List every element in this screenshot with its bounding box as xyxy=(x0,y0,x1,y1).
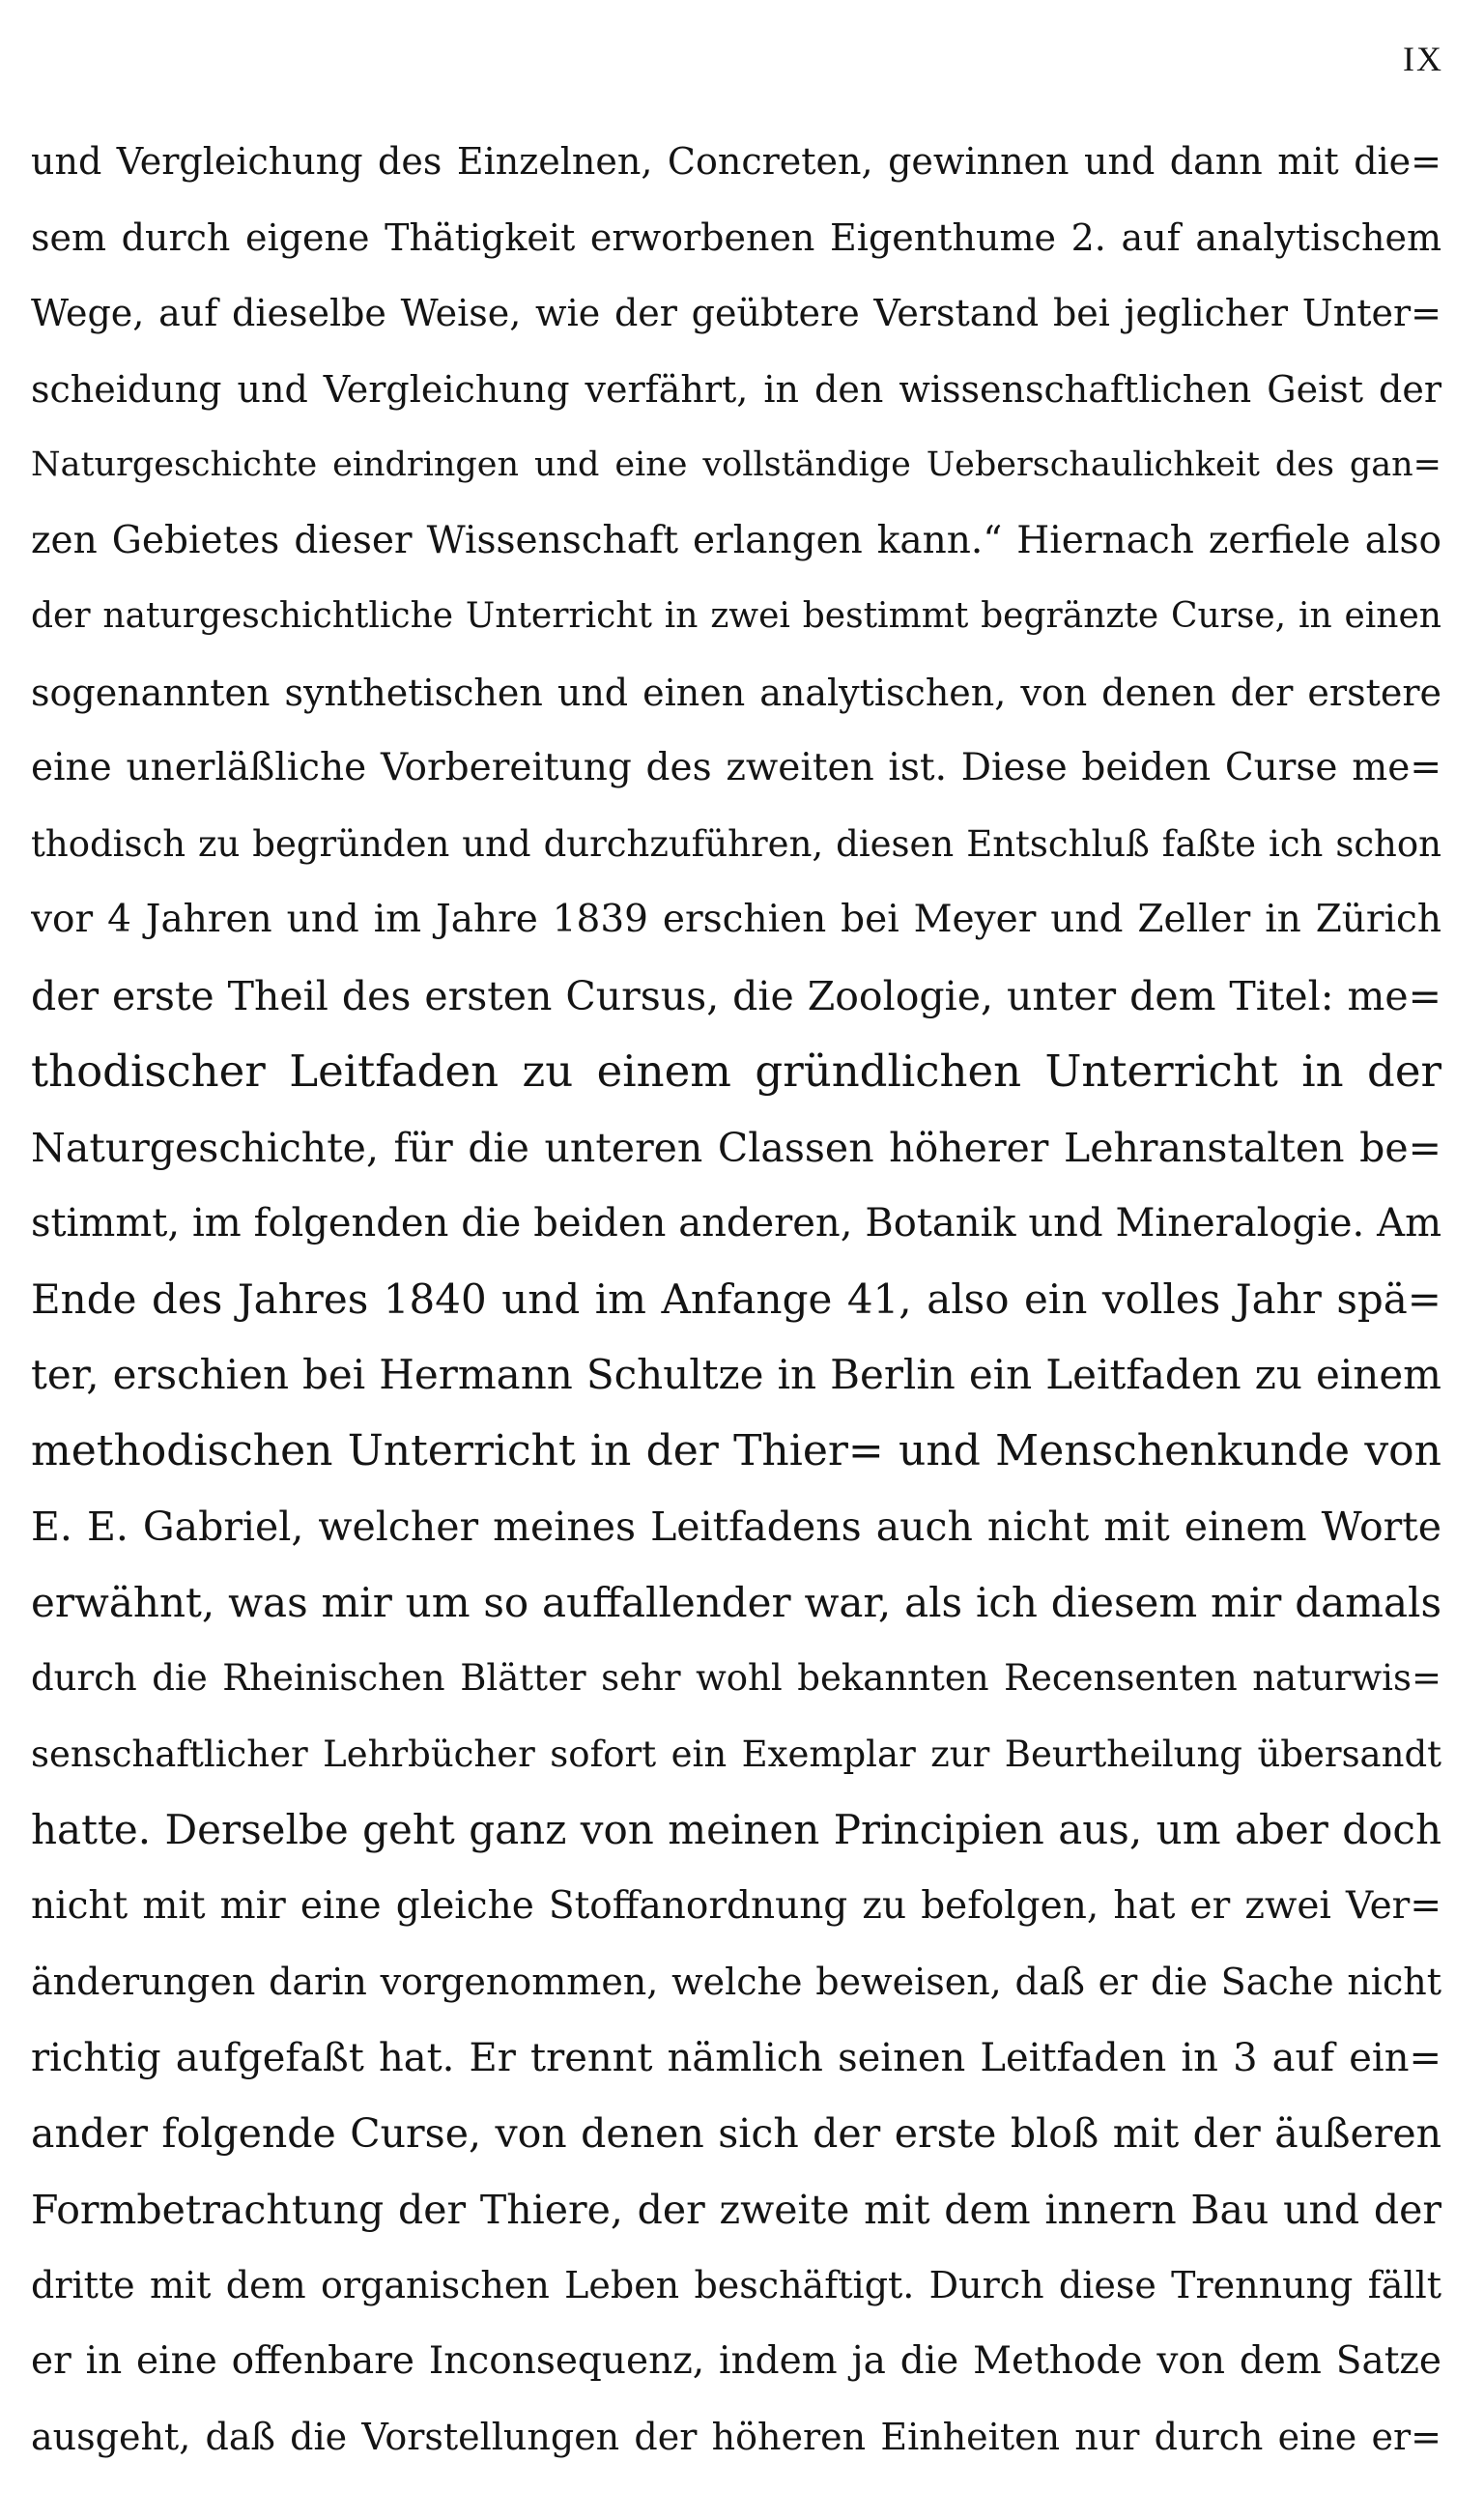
text-line: ausgeht, daß die Vorstellungen der höheren Einheiten nur durch eine er= xyxy=(31,2416,1441,2458)
text-line: durch die Rheinischen Blätter sehr wohl bekannten Recensenten naturwis= xyxy=(31,1657,1441,1699)
text-line: Formbetrachtung der Thiere, der zweite mit dem innern Bau und der xyxy=(31,2186,1441,2233)
text-line: er in eine offenbare Inconsequenz, indem ja die Methode von dem Satze xyxy=(31,2338,1441,2383)
text-line: scheidung und Vergleichung verfährt, in den wissenschaftlichen Geist der xyxy=(31,367,1441,411)
body-text xyxy=(31,124,1441,2476)
text-line: zen Gebietes dieser Wissenschaft erlangen kann.“ Hiernach zerfiele also xyxy=(31,518,1441,562)
text-line: sogenannten synthetischen und einen analytischen, von denen der erstere xyxy=(31,671,1441,714)
text-line: E. E. Gabriel, welcher meines Leitfadens auch nicht mit einem Worte xyxy=(31,1503,1441,1550)
text-line: dritte mit dem organischen Leben beschäftigt. Durch diese Trennung fällt xyxy=(31,2264,1441,2306)
text-line: änderungen darin vorgenommen, welche beweisen, daß er die Sache nicht xyxy=(31,1961,1441,2003)
text-line: der erste Theil des ersten Cursus, die Zoologie, unter dem Titel: me= xyxy=(31,972,1441,1019)
text-line: eine unerläßliche Vorbereitung des zweiten ist. Diese beiden Curse me= xyxy=(31,746,1441,789)
text-line: erwähnt, was mir um so auffallender war, als ich diesem mir damals xyxy=(31,1578,1441,1626)
text-line: Naturgeschichte eindringen und eine vollständige Ueberschaulichkeit des gan= xyxy=(31,445,1441,484)
text-line: Naturgeschichte, für die unteren Classen höherer Lehranstalten be= xyxy=(31,1124,1441,1171)
text-line: richtig aufgefaßt hat. Er trennt nämlich seinen Leitfaden in 3 auf ein= xyxy=(31,2035,1441,2080)
text-line: vor 4 Jahren und im Jahre 1839 erschien bei Meyer und Zeller in Zürich xyxy=(31,898,1441,941)
text-line: senschaftlicher Lehrbücher sofort ein Exemplar zur Beurtheilung übersandt xyxy=(31,1732,1441,1775)
text-line: ander folgende Curse, von denen sich der erste bloß mit der äußeren xyxy=(31,2110,1441,2157)
text-line: ter, erschien bei Hermann Schultze in Berlin ein Leitfaden zu einem xyxy=(31,1351,1441,1398)
text-line: hatte. Derselbe geht ganz von meinen Principien aus, um aber doch xyxy=(31,1806,1441,1853)
page-number: IX xyxy=(1403,40,1443,78)
text-line: nicht mit mir eine gleiche Stoffanordnung zu befolgen, hat er zwei Ver= xyxy=(31,1883,1441,1928)
text-line: Ende des Jahres 1840 und im Anfange 41, also ein volles Jahr spä= xyxy=(31,1274,1441,1323)
text-line: methodischen Unterricht in der Thier= und Menschenkunde von xyxy=(31,1425,1441,1475)
text-line: sem durch eigene Thätigkeit erworbenen Eigenthume 2. auf analytischem xyxy=(31,215,1441,259)
text-line: thodischer Leitfaden zu einem gründlichen Unterricht in der xyxy=(31,1045,1441,1097)
text-line: Wege, auf dieselbe Weise, wie der geübtere Verstand bei jeglicher Unter= xyxy=(31,292,1441,334)
text-line: und Vergleichung des Einzelnen, Concreten, gewinnen und dann mit die= xyxy=(31,140,1441,183)
text-line: thodisch zu begründen und durchzuführen, diesen Entschluß faßte ich schon xyxy=(31,822,1441,865)
text-line: der naturgeschichtliche Unterricht in zwei bestimmt begränzte Curse, in einen xyxy=(31,596,1441,636)
text-line: stimmt, im folgenden die beiden anderen, Botanik und Mineralogie. Am xyxy=(31,1201,1441,1246)
